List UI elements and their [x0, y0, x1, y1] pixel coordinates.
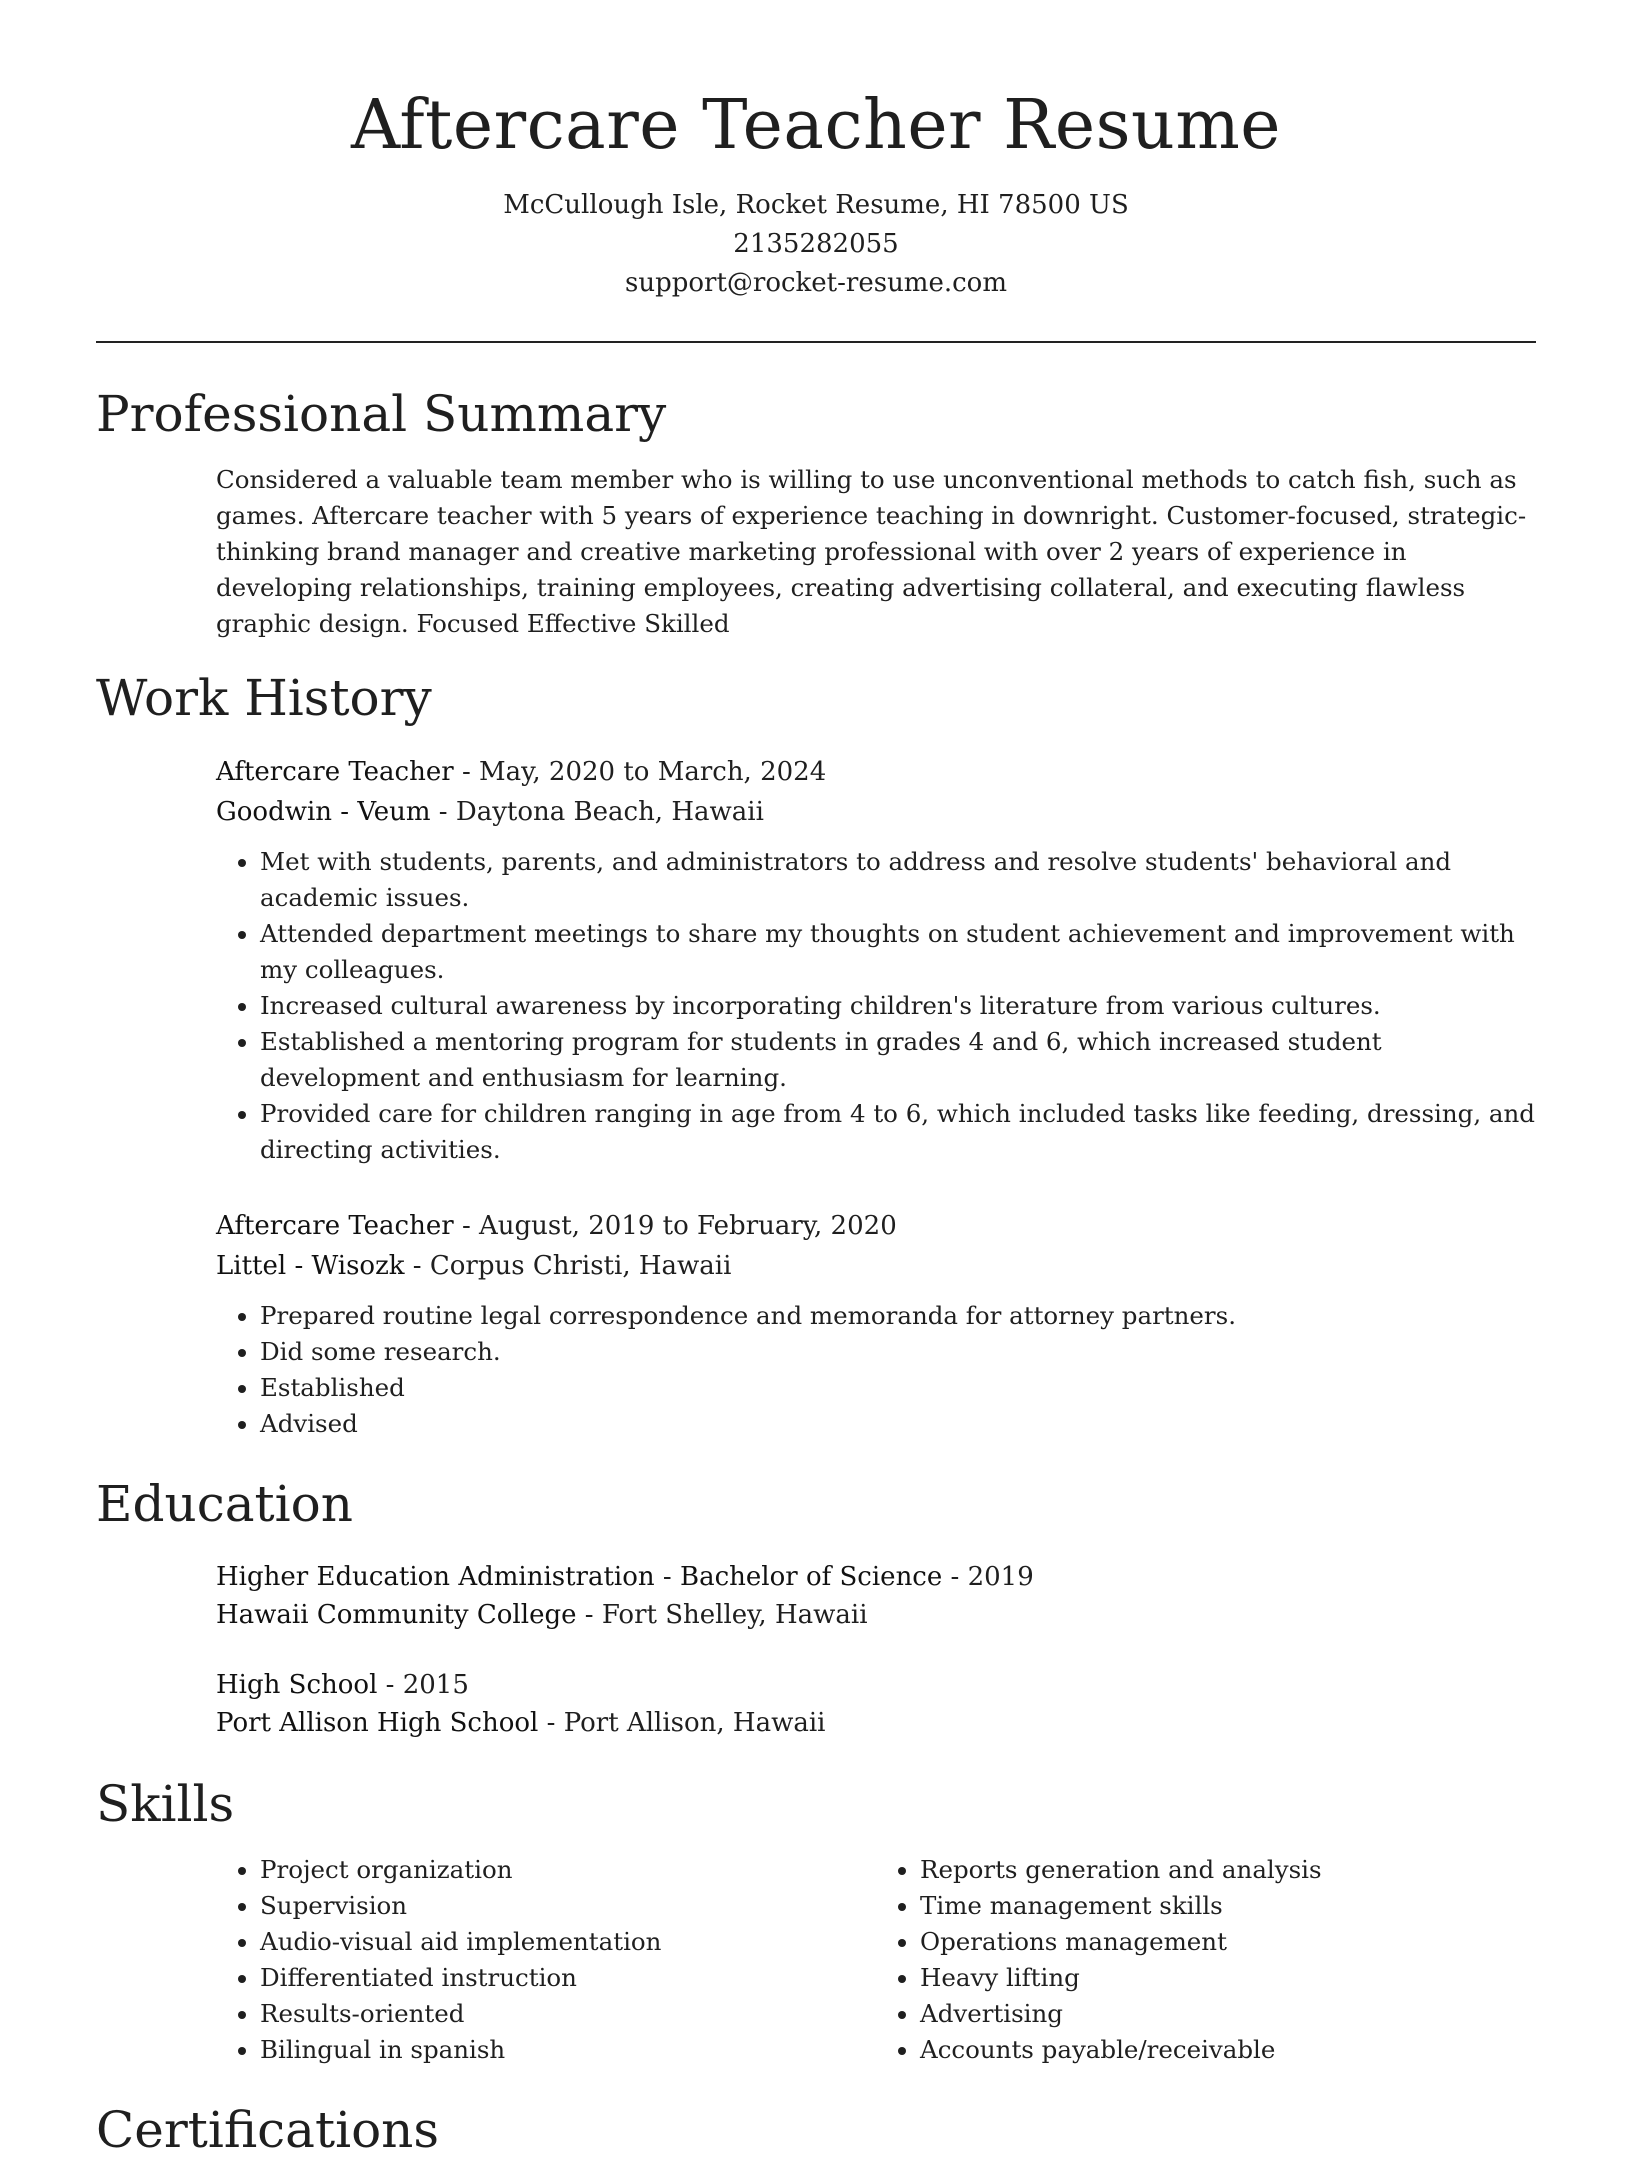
education-location: Fort Shelley, Hawaii: [601, 1600, 868, 1630]
job-location: Daytona Beach, Hawaii: [455, 797, 764, 827]
job-duty: • Prepared routine legal correspondence and memoranda for attorney partners.: [260, 1298, 1536, 1334]
work-history-heading: Work History: [96, 669, 432, 727]
job-company-line: Goodwin - Veum - Daytona Beach, Hawaii: [216, 797, 764, 827]
education-year: 2015: [402, 1670, 469, 1700]
skill-item: • Reports generation and analysis: [920, 1852, 1536, 1888]
certifications-section: [96, 2096, 1536, 2164]
education-entry: [216, 1666, 1536, 1742]
job-duty: • Attended department meetings to share my thoughts on student achievement and improvement with my colleagues.: [260, 916, 1536, 988]
skills-heading: Skills: [96, 1775, 235, 1833]
job-company-line: Littel - Wisozk - Corpus Christi, Hawaii: [216, 1251, 732, 1281]
summary-section: [96, 380, 1536, 642]
education-school-line: Port Allison High School - Port Allison, Hawaii: [216, 1708, 826, 1738]
skills-columns: [216, 1852, 1536, 2068]
job-location: Corpus Christi, Hawaii: [429, 1251, 732, 1281]
education-degree-line: Higher Education Administration - Bachelor of Science - 2019: [216, 1562, 1034, 1592]
skill-item: • Time management skills: [920, 1888, 1536, 1924]
education-degree-line: High School - 2015: [216, 1670, 469, 1700]
skill-item: • Results-oriented: [260, 1996, 876, 2032]
job-company: Littel - Wisozk: [216, 1251, 405, 1281]
education-degree: Bachelor of Science: [679, 1562, 943, 1592]
job-duty: • Provided care for children ranging in age from 4 to 6, which included tasks like feeding, dressing, and directing activities.: [260, 1096, 1536, 1168]
education-field: High School: [216, 1670, 378, 1700]
job-duties-list: [216, 1298, 1536, 1442]
education-section: [96, 1470, 1536, 1742]
header-divider: [96, 341, 1536, 343]
contact-address: McCullough Isle, Rocket Resume, HI 78500 US: [503, 190, 1129, 220]
job-dates: May, 2020 to March, 2024: [479, 757, 827, 787]
skills-list-left: [216, 1852, 876, 2068]
job-entry: [216, 1206, 1536, 1442]
job-duty: • Advised: [260, 1406, 1536, 1442]
job-duty: • Did some research.: [260, 1334, 1536, 1370]
skill-item: • Differentiated instruction: [260, 1960, 876, 1996]
job-title: Aftercare Teacher: [216, 757, 454, 787]
skills-section: [96, 1770, 1536, 2068]
work-history-section: [96, 664, 1536, 1442]
resume-title: Aftercare Teacher Resume: [350, 86, 1282, 165]
job-duty: • Established a mentoring program for students in grades 4 and 6, which increased student development and enthusiasm for learning.: [260, 1024, 1536, 1096]
skills-list-right: [876, 1852, 1536, 2068]
education-field: Higher Education Administration: [216, 1562, 655, 1592]
certifications-heading: Certifications: [96, 2101, 440, 2159]
skill-item: • Heavy lifting: [920, 1960, 1536, 1996]
job-dates: August, 2019 to February, 2020: [479, 1211, 897, 1241]
skill-item: • Supervision: [260, 1888, 876, 1924]
resume-header: [0, 0, 1632, 303]
education-entry: [216, 1558, 1536, 1634]
summary-text: Considered a valuable team member who is willing to use unconventional methods to catch fish, such as games. Aftercare teacher with 5 years of experience teaching in downright. Customer-focused, strategic-thinking brand manager and creative marketing professional with over 2 years of experience in developing relationships, training employees, creating advertising collateral, and executing flawless graphic design. Focused Effective Skilled: [216, 465, 1527, 638]
summary-heading: Professional Summary: [96, 385, 667, 443]
job-duty: • Increased cultural awareness by incorporating children's literature from various cultures.: [260, 988, 1536, 1024]
skill-item: • Operations management: [920, 1924, 1536, 1960]
job-duties-list: [216, 844, 1536, 1168]
job-title: Aftercare Teacher: [216, 1211, 454, 1241]
job-title-line: Aftercare Teacher - May, 2020 to March, 2024: [216, 757, 827, 787]
job-entry: [216, 752, 1536, 1168]
education-school-line: Hawaii Community College - Fort Shelley, Hawaii: [216, 1600, 868, 1630]
education-location: Port Allison, Hawaii: [563, 1708, 826, 1738]
contact-email: support@rocket-resume.com: [624, 268, 1007, 298]
education-year: 2019: [967, 1562, 1034, 1592]
skill-item: • Accounts payable/receivable: [920, 2032, 1536, 2068]
resume-body: [96, 380, 1536, 2164]
skill-item: • Bilingual in spanish: [260, 2032, 876, 2068]
education-school: Port Allison High School: [216, 1708, 539, 1738]
contact-phone: 2135282055: [733, 229, 899, 259]
skill-item: • Audio-visual aid implementation: [260, 1924, 876, 1960]
skill-item: • Project organization: [260, 1852, 876, 1888]
education-school: Hawaii Community College: [216, 1600, 577, 1630]
job-duty: • Met with students, parents, and administrators to address and resolve students' behavioral and academic issues.: [260, 844, 1536, 916]
job-title-line: Aftercare Teacher - August, 2019 to February, 2020: [216, 1211, 897, 1241]
job-duty: • Established: [260, 1370, 1536, 1406]
contact-info: [0, 186, 1632, 303]
job-company: Goodwin - Veum: [216, 797, 431, 827]
skill-item: • Advertising: [920, 1996, 1536, 2032]
education-heading: Education: [96, 1475, 353, 1533]
